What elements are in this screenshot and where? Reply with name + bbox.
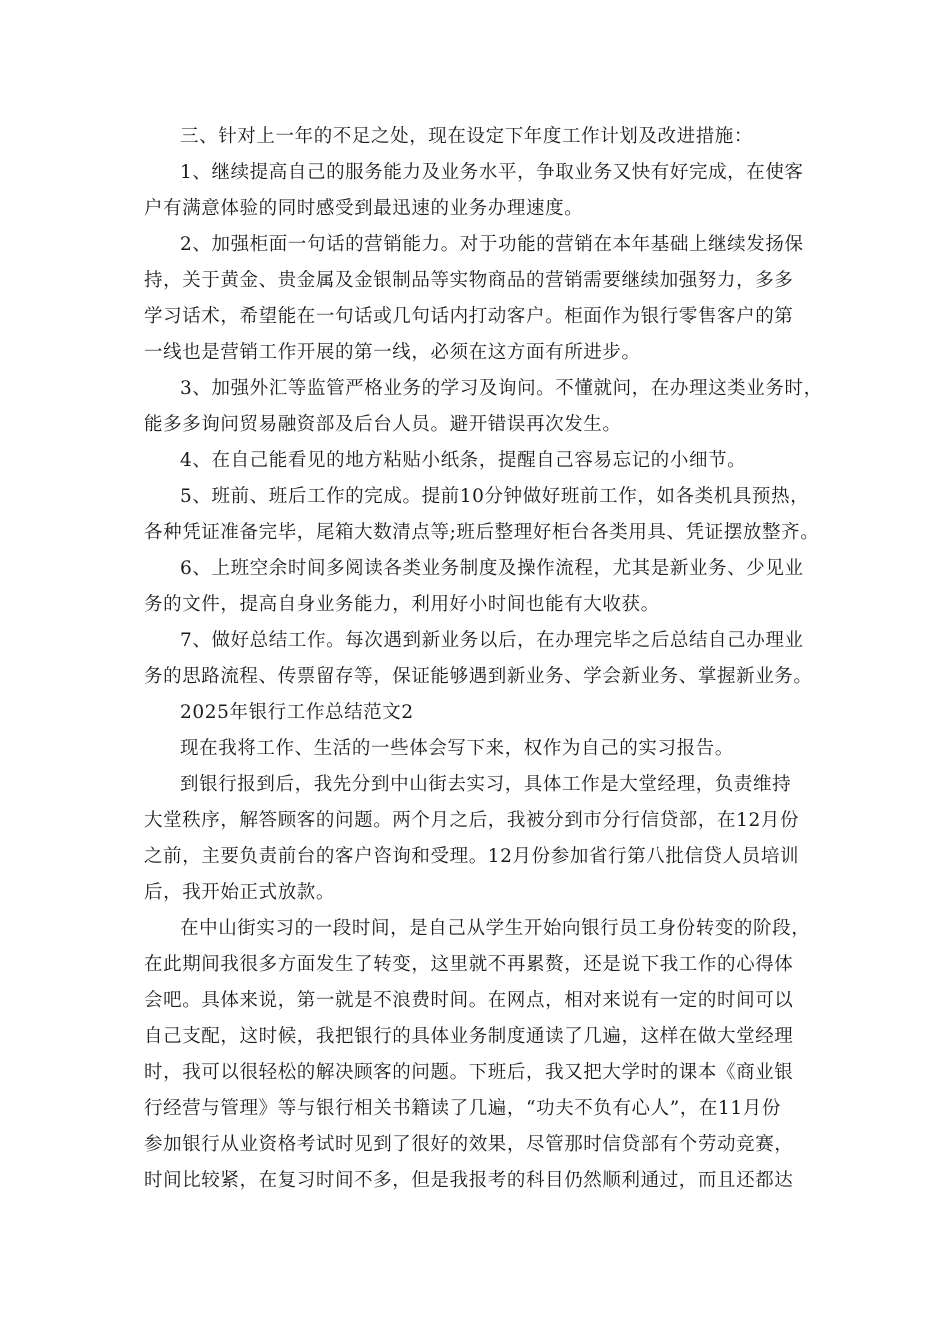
text-line: 7、做好总结工作。每次遇到新业务以后，在办理完毕之后总结自己办理业 bbox=[180, 630, 804, 651]
text-line: 3、加强外汇等监管严格业务的学习及询问。不懂就问，在办理这类业务时， bbox=[180, 378, 823, 399]
text-line: 各种凭证准备完毕，尾箱大数清点等;班后整理好柜台各类用具、凭证摆放整齐。 bbox=[144, 522, 820, 543]
text-line: 自己支配，这时候，我把银行的具体业务制度通读了几遍，这样在做大堂经理 bbox=[144, 1026, 794, 1047]
text-line: 之前，主要负责前台的客户咨询和受理。12月份参加省行第八批信贷人员培训 bbox=[144, 846, 800, 867]
section-heading: 2025年银行工作总结范文2 bbox=[180, 702, 414, 723]
text-line: 后，我开始正式放款。 bbox=[144, 882, 336, 903]
text-line: 在此期间我很多方面发生了转变，这里就不再累赘，还是说下我工作的心得体 bbox=[144, 954, 794, 975]
text-line: 参加银行从业资格考试时见到了很好的效果，尽管那时信贷部有个劳动竞赛， bbox=[144, 1134, 794, 1155]
text-line: 6、上班空余时间多阅读各类业务制度及操作流程，尤其是新业务、少见业 bbox=[180, 558, 804, 579]
text-line: 在中山街实习的一段时间，是自己从学生开始向银行员工身份转变的阶段， bbox=[180, 918, 811, 939]
text-line: 4、在自己能看见的地方粘贴小纸条，提醒自己容易忘记的小细节。 bbox=[180, 450, 747, 471]
text-line: 务的思路流程、传票留存等，保证能够遇到新业务、学会新业务、掌握新业务。 bbox=[144, 666, 813, 687]
text-line: 时，我可以很轻松的解决顾客的问题。下班后，我又把大学时的课本《商业银 bbox=[144, 1062, 794, 1083]
text-line: 行经营与管理》等与银行相关书籍读了几遍，“功夫不负有心人”，在11月份 bbox=[144, 1098, 781, 1119]
text-line: 现在我将工作、生活的一些体会写下来，权作为自己的实习报告。 bbox=[180, 738, 734, 759]
text-line: 大堂秩序，解答顾客的问题。两个月之后，我被分到市分行信贷部，在12月份 bbox=[144, 810, 800, 831]
text-line: 2、加强柜面一句话的营销能力。对于功能的营销在本年基础上继续发扬保 bbox=[180, 234, 804, 255]
text-line: 到银行报到后，我先分到中山街去实习，具体工作是大堂经理，负责维持 bbox=[180, 774, 792, 795]
text-line: 5、班前、班后工作的完成。提前10分钟做好班前工作，如各类机具预热， bbox=[180, 486, 810, 507]
text-line: 一线也是营销工作开展的第一线，必须在这方面有所进步。 bbox=[144, 342, 641, 363]
text-line: 务的文件，提高自身业务能力，利用好小时间也能有大收获。 bbox=[144, 594, 660, 615]
text-line: 1、继续提高自己的服务能力及业务水平，争取业务又快有好完成，在使客 bbox=[180, 162, 804, 183]
text-line: 学习话术，希望能在一句话或几句话内打动客户。柜面作为银行零售客户的第 bbox=[144, 306, 794, 327]
text-line: 会吧。具体来说，第一就是不浪费时间。在网点，相对来说有一定的时间可以 bbox=[144, 990, 794, 1011]
text-line: 三、针对上一年的不足之处，现在设定下年度工作计划及改进措施： bbox=[180, 126, 754, 147]
text-line: 时间比较紧，在复习时间不多，但是我报考的科目仍然顺利通过，而且还都达 bbox=[144, 1170, 794, 1191]
text-line: 持，关于黄金、贵金属及金银制品等实物商品的营销需要继续加强努力，多多 bbox=[144, 270, 794, 291]
text-line: 户有满意体验的同时感受到最迅速的业务办理速度。 bbox=[144, 198, 584, 219]
text-line: 能多多询问贸易融资部及后台人员。避开错误再次发生。 bbox=[144, 414, 622, 435]
